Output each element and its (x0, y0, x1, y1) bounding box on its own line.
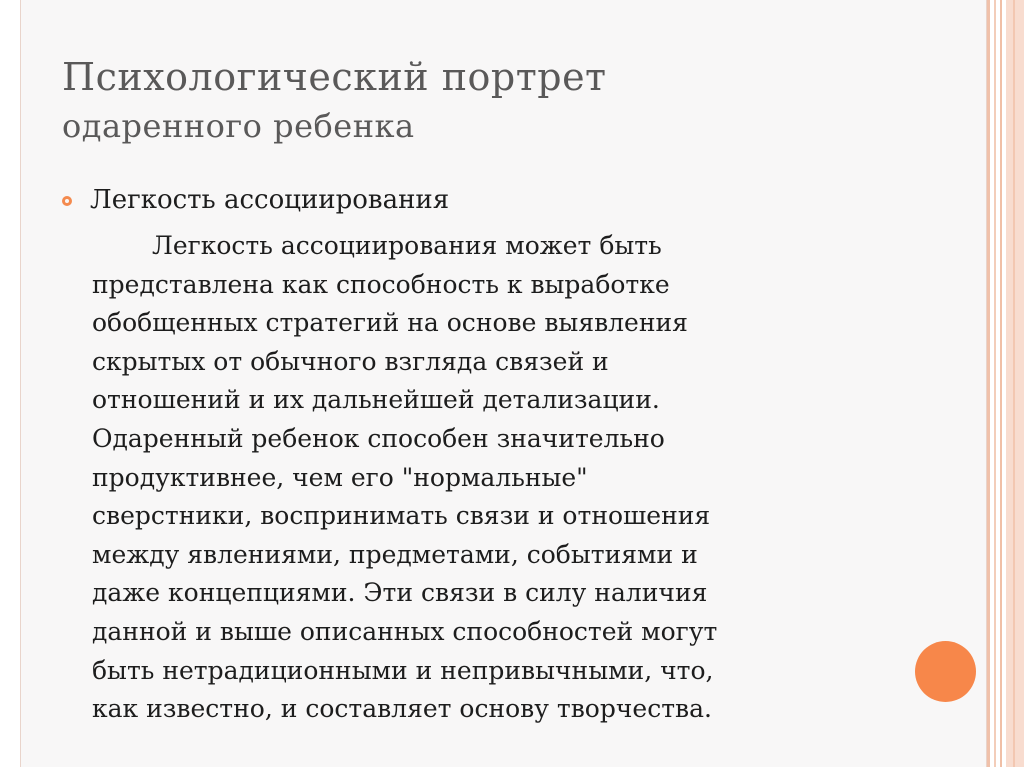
body-line: отношений и их дальнейшей детализации. (92, 385, 660, 415)
body-line: как известно, и составляет основу творчества. (92, 694, 712, 724)
body-line: обобщенных стратегий на основе выявления (92, 308, 688, 338)
body-paragraph (92, 227, 882, 729)
slide-title-line: одаренного ребенка (62, 107, 415, 145)
decorative-stripe (994, 0, 996, 767)
body-line: представлена как способность к выработке (92, 269, 670, 299)
body-line: продуктивнее, чем его "нормальные" (92, 462, 588, 492)
body-line: между явлениями, предметами, событиями и (92, 539, 698, 569)
decorative-stripe (1006, 0, 1024, 767)
bullet-item (62, 180, 449, 220)
body-line: Одаренный ребенок способен значительно (92, 423, 665, 453)
slide-title-line: Психологический портрет (62, 55, 607, 99)
decorative-stripe (1000, 0, 1002, 767)
body-line: скрытых от обычного взгляда связей и (92, 346, 609, 376)
body-line: быть нетрадиционными и непривычными, что, (92, 655, 714, 685)
bullet-ring-icon (62, 196, 72, 206)
decorative-stripe (1013, 0, 1015, 767)
body-line: сверстники, воспринимать связи и отношения (92, 501, 711, 531)
decorative-stripe (987, 0, 990, 767)
bullet-heading: Легкость ассоциирования (90, 185, 450, 215)
body-line: данной и выше описанных способностей могут (92, 616, 718, 646)
body-line: даже концепциями. Эти связи в силу наличия (92, 578, 708, 608)
decorative-circle (915, 641, 976, 702)
body-line: Легкость ассоциирования может быть (152, 231, 662, 260)
slide-title (62, 52, 942, 150)
